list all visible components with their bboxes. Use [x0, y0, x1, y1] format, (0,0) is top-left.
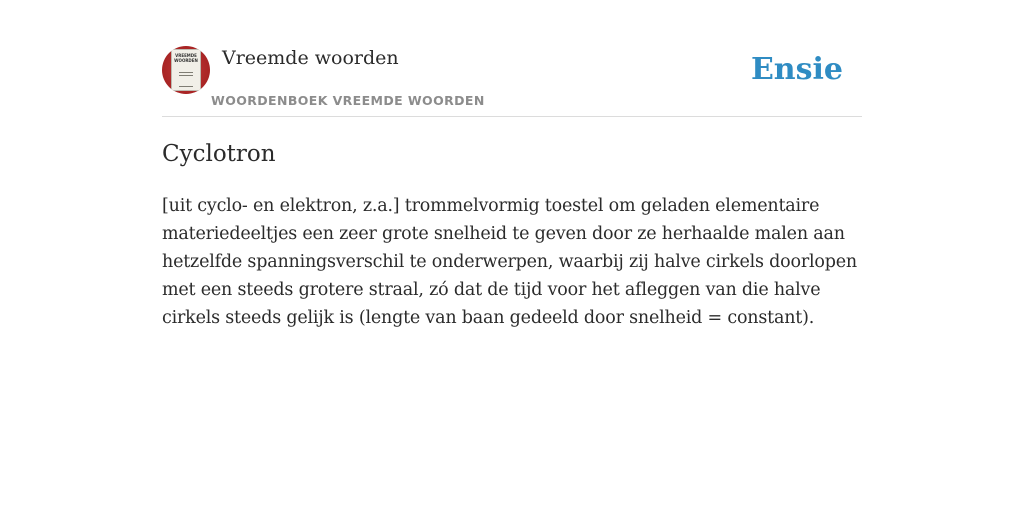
- book-cover-icon: [171, 49, 201, 91]
- book-cover-line: [179, 86, 193, 87]
- book-cover-title: VREEMDE WOORDEN: [174, 53, 198, 63]
- book-cover-line: [179, 72, 193, 73]
- brand-logo[interactable]: Ensie: [750, 52, 843, 87]
- entry-definition: [162, 192, 862, 332]
- dictionary-title[interactable]: Vreemde woorden: [222, 47, 399, 69]
- dictionary-avatar[interactable]: [162, 46, 210, 94]
- definition-line: hetzelfde spanningsverschil te onderwerpen, waarbij zij halve cirkels doorlopen: [162, 252, 857, 272]
- definition-line: materiedeeltjes een zeer grote snelheid te geven door ze herhaalde malen aan: [162, 224, 845, 244]
- entry-headword: Cyclotron: [162, 141, 276, 167]
- definition-line: met een steeds grotere straal, zó dat de tijd voor het afleggen van die halve: [162, 280, 821, 300]
- dictionary-subtitle[interactable]: WOORDENBOEK VREEMDE WOORDEN: [211, 93, 485, 108]
- page-header: [162, 44, 862, 117]
- definition-line: cirkels steeds gelijk is (lengte van baan gedeeld door snelheid = constant).: [162, 308, 815, 328]
- book-cover-line: [179, 75, 193, 76]
- definition-line: [uit cyclo- en elektron, z.a.] trommelvormig toestel om geladen elementaire: [162, 196, 820, 216]
